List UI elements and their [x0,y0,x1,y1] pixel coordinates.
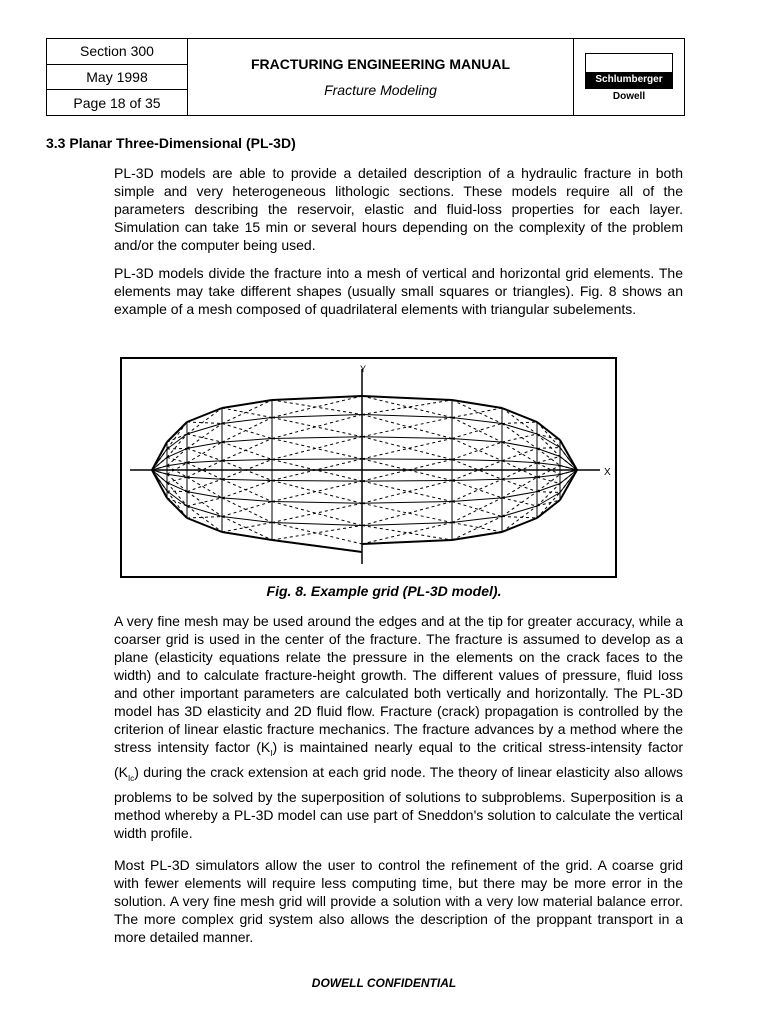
mesh-row-line [362,415,452,418]
mesh-row-line [452,479,502,480]
mesh-diagonal [222,424,272,439]
mesh-row-line [272,415,362,418]
mesh-outline-top [560,440,577,470]
paragraph-3-part-3: ) during the crack extension at each grid node. The theory of linear elasticity also allows problems to be solved by the superposition of solutions to subproblems. Superposition is a method whereby a PL-3D model can use part of Sneddon's solution to calculate the vertical width profile. [114,763,683,841]
mesh-diagonal [452,442,502,459]
mesh-row-line [502,477,537,479]
mesh-outline-top [152,442,167,470]
logo-division: Dowell [612,90,646,102]
mesh-diagonal [187,479,222,491]
mesh-outline-bottom [222,532,272,540]
mesh-outline-top [537,422,560,440]
mesh-diagonal [452,502,502,517]
mesh-diagonal [452,418,502,443]
mesh-diagonal [187,422,222,424]
paragraph-3 [114,612,683,842]
mesh-diagonal [502,517,537,519]
confidential-footer: DOWELL CONFIDENTIAL [311,976,457,990]
mesh-row-line [222,460,272,461]
mesh-diagonal [452,481,502,498]
mesh-diagonal [167,491,187,492]
mesh-diagonal [452,408,502,418]
mesh-diagonal [502,492,537,517]
mesh-diagonal [502,448,537,460]
mesh-diagonal [187,448,222,460]
mesh-outline-bottom [187,518,222,532]
mesh-row-line [167,448,187,457]
mesh-diagonal [537,448,560,449]
mesh-diagonal [502,463,537,480]
mesh-diagonal [272,526,362,541]
mesh-diagonal [187,461,222,478]
mesh-row-line [167,434,187,449]
mesh-row-line [167,491,187,506]
mesh-outline-top [167,422,187,442]
mesh-row-line [452,418,502,424]
mesh-row-line [502,506,537,517]
mesh-diagonal [502,498,537,506]
mesh-diagonal [452,498,502,523]
mesh-diagonal [187,498,222,506]
mesh-row-line [187,506,222,517]
mesh-diagonal [222,498,272,523]
mesh-outline-bottom [537,500,560,518]
paragraph-1: PL-3D models are able to provide a detailed description of a hydraulic fracture in both simple and very heterogeneous lithologic sections. These models require all of the parameters describing the reservoir, elastic and fluid-loss properties for each layer. Simulation can take 15 min or several hours depending on the complexity of the problem and/or the computer being used. [114,165,683,253]
mesh-outline-bottom [152,470,167,498]
mesh-row-line [537,434,560,448]
mesh-diagonal [187,492,222,517]
chapter-subtitle: Fracture Modeling [324,82,437,98]
mesh-row-line [272,523,362,526]
header-title-block [188,39,574,115]
mesh-diagonal [502,461,537,478]
mesh-row-line [362,502,452,504]
mesh-row-line [537,493,560,507]
mesh-row-line [187,424,222,435]
mesh-row-line [362,481,452,482]
mesh-diagonal [167,457,187,462]
mesh-outline-top [222,400,272,408]
mesh-diagonal [272,503,362,522]
mesh-row-line [222,498,272,502]
manual-title: FRACTURING ENGINEERING MANUAL [251,56,510,72]
mesh-row-line [222,479,272,480]
mesh-row-line [452,460,502,461]
document-date: May 1998 [47,65,187,91]
mesh-diagonal [272,415,362,439]
mesh-diagonal [187,434,222,442]
figure-caption: Fig. 8. Example grid (PL-3D model). [266,583,502,599]
mesh-diagonal [362,526,452,541]
paragraph-2: PL-3D models divide the fracture into a mesh of vertical and horizontal grid elements. The elements may take different shapes (usually small squares or triangles). Fig. 8 shows an example of a mesh composed of quadrilateral elements with triangular subelements. [114,265,683,317]
mesh-diagram [122,359,615,576]
mesh-row-line [452,517,502,523]
mesh-row-line [272,437,362,439]
paragraph-3-part-2: ) is maintained nearly equal to the critical stress-intensity factor (K [114,739,683,780]
mesh-outline-bottom [560,470,577,500]
mesh-outline-top [187,408,222,422]
mesh-row-line [362,459,452,460]
header-meta [47,39,188,115]
mesh-row-line [222,439,272,443]
mesh-row-line [187,477,222,479]
mesh-diagonal [222,523,272,533]
mesh-diagonal [272,418,362,437]
mesh-diagonal [272,502,362,526]
mesh-diagonal [167,448,187,449]
mesh-row-line [272,481,362,482]
mesh-diagonal [272,523,362,545]
mesh-diagonal [502,408,537,434]
mesh-diagonal [272,400,362,415]
page-number: Page 18 of 35 [73,94,161,111]
mesh-outline-top [502,408,537,422]
mesh-row-line [362,437,452,439]
mesh-row-line [272,502,362,504]
document-header [46,38,685,116]
y-axis-label: Y [360,364,367,374]
mesh-diagonal [502,479,537,491]
section-heading: 3.3 Planar Three-Dimensional (PL-3D) [46,135,296,151]
mesh-outline-bottom [502,518,537,532]
mesh-diagonal [222,418,272,443]
subscript-i: I [270,748,273,758]
mesh-diagonal [187,517,222,519]
mesh-diagonal [502,506,537,532]
mesh-row-line [187,461,222,463]
mesh-row-line [167,483,187,492]
mesh-diagonal [537,492,560,493]
mesh-outline-bottom [167,498,187,518]
mesh-diagonal [362,400,452,415]
subscript-ic: Ic [128,773,135,783]
paragraph-4: Most PL-3D simulators allow the user to control the refinement of the grid. A coarse grid with fewer elements will require less computing time, but there may be more error in the solution. A very fine mesh grid will provide a solution with a very low material balance error. The more complex grid system also allows the description of the proppant transport in a more detailed manner. [114,857,683,945]
mesh-diagonal [187,506,222,532]
mesh-diagonal [502,422,537,424]
mesh-figure [120,357,617,578]
mesh-diagonal [167,483,187,506]
mesh-diagonal [362,503,452,522]
mesh-diagonal [362,502,452,526]
mesh-diagonal [452,523,502,533]
mesh-diagonal [187,408,222,434]
mesh-diagonal [187,463,222,480]
x-axis-label: X [604,467,611,478]
mesh-row-line [272,459,362,460]
mesh-diagonal [362,418,452,437]
mesh-diagonal [502,434,537,442]
logo-brand: Schlumberger [586,72,672,88]
mesh-outline-bottom [272,540,362,552]
mesh-row-line [502,461,537,463]
mesh-row-line [502,424,537,435]
company-logo [574,39,684,115]
logo-box [585,53,673,89]
section-number: Section 300 [47,39,187,65]
mesh-diagonal [362,415,452,439]
mesh-diagonal [167,477,187,482]
mesh-diagonal [222,408,272,418]
mesh-diagonal [452,424,502,439]
paragraph-3-part-1: A very fine mesh may be used around the edges and at the tip for greater accuracy, while a coarser grid is used in the center of the fracture. The fracture is assumed to develop as a plane (elasticity equations relate the pressure in the elements on the crack faces to the width) and to calculate fracture-height growth. The different values of pressure, fluid loss and other important parameters are calculated both vertically and horizontally. The PL-3D model has 3D elasticity and 2D fluid flow. Fracture (crack) propagation is controlled by the criterion of linear elastic fracture mechanics. The fracture advances by a method where the stress intensity factor (K [114,613,683,755]
mesh-row-line [362,523,452,526]
mesh-diagonal [167,434,187,457]
mesh-diagonal [502,424,537,449]
mesh-diagonal [187,424,222,449]
mesh-diagonal [222,502,272,517]
